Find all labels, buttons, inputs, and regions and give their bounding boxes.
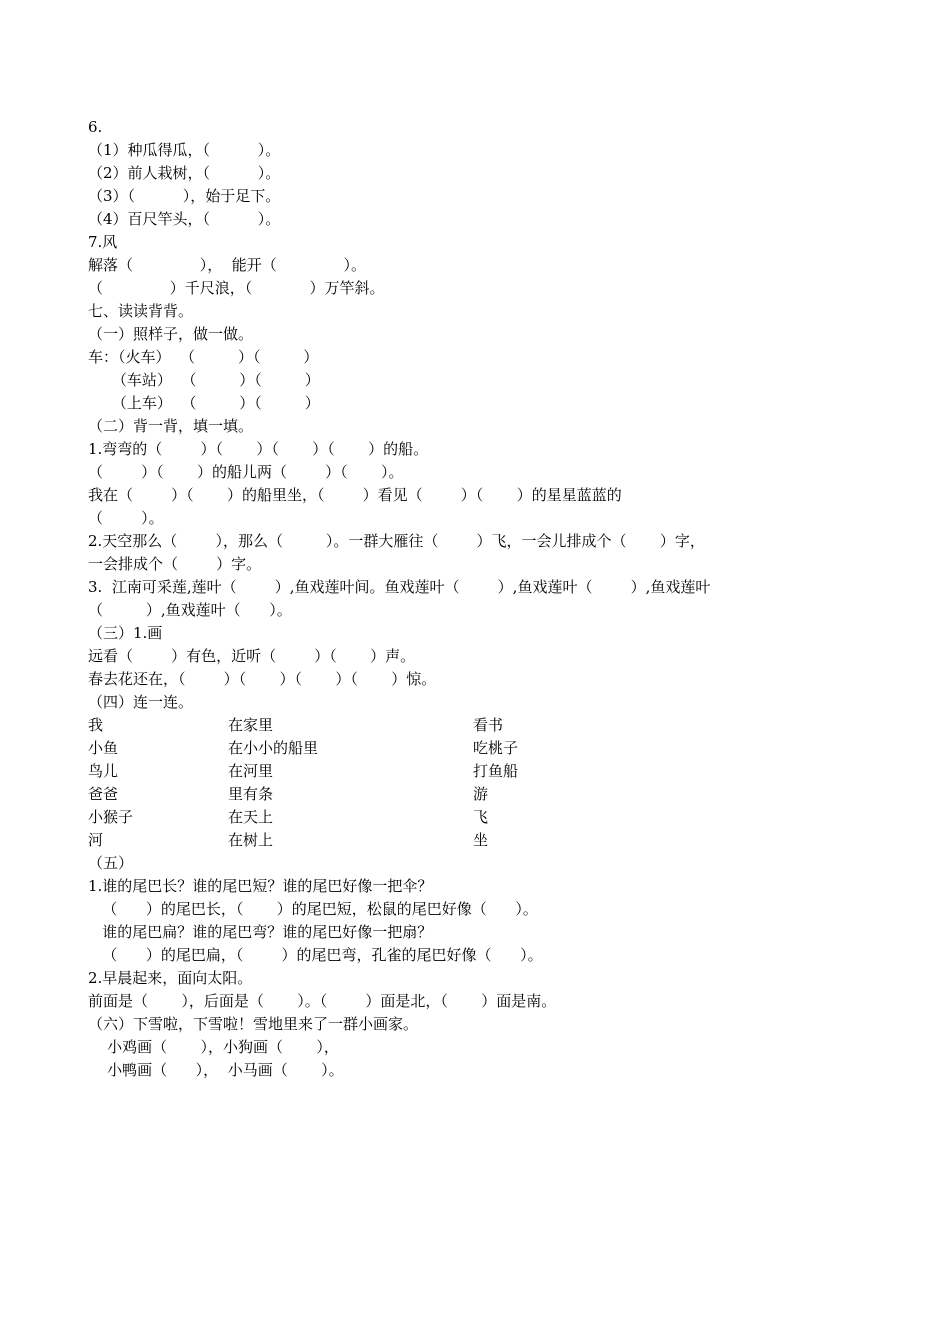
text-line: 车：（火车） （ ）（ ） [88,348,319,366]
text-line: 春去花还在，（ ）（ ）（ ）（ ）惊。 [88,670,437,688]
text-line: （车站） （ ）（ ） [88,371,320,389]
text-line: （4）百尺竿头，（ ）。 [88,210,281,228]
text-line: 解落（ ）， 能开（ ）。 [88,256,367,274]
match-item[interactable]: 吃桃子 [473,739,519,757]
text-line: （ ）,鱼戏莲叶（ ）。 [88,601,292,619]
section-heading: 七、读读背背。 [88,302,194,320]
text-line: 小鸭画（ ）， 小马画（ ）。 [88,1061,344,1079]
match-item[interactable]: 在河里 [228,762,274,780]
match-item[interactable]: 打鱼船 [473,762,519,780]
text-line: 我在（ ）（ ）的船里坐，（ ）看见（ ）（ ）的星星蓝蓝的 [88,486,622,504]
match-item[interactable]: 在小小的船里 [228,739,319,757]
match-item[interactable]: 爸爸 [88,785,119,803]
text-line: 2.早晨起来，面向太阳。 [88,969,253,987]
text-line: （3）（ ），始于足下。 [88,187,281,205]
match-item[interactable]: 坐 [473,831,489,849]
match-item[interactable]: 在家里 [228,716,274,734]
text-line: 小鸡画（ ），小狗画（ ）， [88,1038,339,1056]
match-item[interactable]: 游 [473,785,489,803]
text-line: （四）连一连。 [88,693,194,711]
match-item[interactable]: 在树上 [228,831,274,849]
text-line: （一）照样子，做一做。 [88,325,254,343]
text-line: （1）种瓜得瓜，（ ）。 [88,141,281,159]
match-item[interactable]: 小鱼 [88,739,119,757]
text-line: （ ）千尺浪，（ ）万竿斜。 [88,279,385,297]
text-line: 前面是（ ），后面是（ ）。（ ）面是北，（ ）面是南。 [88,992,557,1010]
match-item[interactable]: 河 [88,831,104,849]
match-item[interactable]: 看书 [473,716,504,734]
text-line: 远看（ ）有色，近听（ ）（ ）声。 [88,647,416,665]
text-line: 7.风 [88,233,118,251]
text-line: （ ）。 [88,509,164,527]
text-line: （上车） （ ）（ ） [88,394,320,412]
match-item[interactable]: 在天上 [228,808,274,826]
text-line: 2.天空那么（ ），那么（ ）。一群大雁往（ ）飞，一会儿排成个（ ）字， [88,532,705,550]
text-line: 1.谁的尾巴长？谁的尾巴短？谁的尾巴好像一把伞？ [88,877,433,895]
text-line: 一会排成个（ ）字。 [88,555,262,573]
match-item[interactable]: 飞 [473,808,489,826]
text-line: 1.弯弯的（ ）（ ）（ ）（ ）的船。 [88,440,429,458]
match-item[interactable]: 鸟儿 [88,762,119,780]
match-item[interactable]: 小猴子 [88,808,134,826]
text-line: （五） [88,854,134,872]
text-line: 3. 江南可采莲,莲叶（ ）,鱼戏莲叶间。鱼戏莲叶（ ）,鱼戏莲叶（ ）,鱼戏莲叶 [88,578,711,596]
text-line: （ ）的尾巴长，（ ）的尾巴短，松鼠的尾巴好像（ ）。 [88,900,538,918]
text-line: （三）1.画 [88,624,163,642]
text-line: （2）前人栽树，（ ）。 [88,164,281,182]
text-line: 谁的尾巴扁？谁的尾巴弯？谁的尾巴好像一把扇？ [88,923,433,941]
text-line: （六）下雪啦，下雪啦！雪地里来了一群小画家。 [88,1015,419,1033]
text-line: 6. [88,118,103,136]
text-line: （ ）的尾巴扁，（ ）的尾巴弯，孔雀的尾巴好像（ ）。 [88,946,543,964]
text-line: （二）背一背，填一填。 [88,417,254,435]
text-line: （ ）（ ）的船儿两（ ）（ ）。 [88,463,404,481]
match-item[interactable]: 里有条 [228,785,274,803]
match-item[interactable]: 我 [88,716,104,734]
